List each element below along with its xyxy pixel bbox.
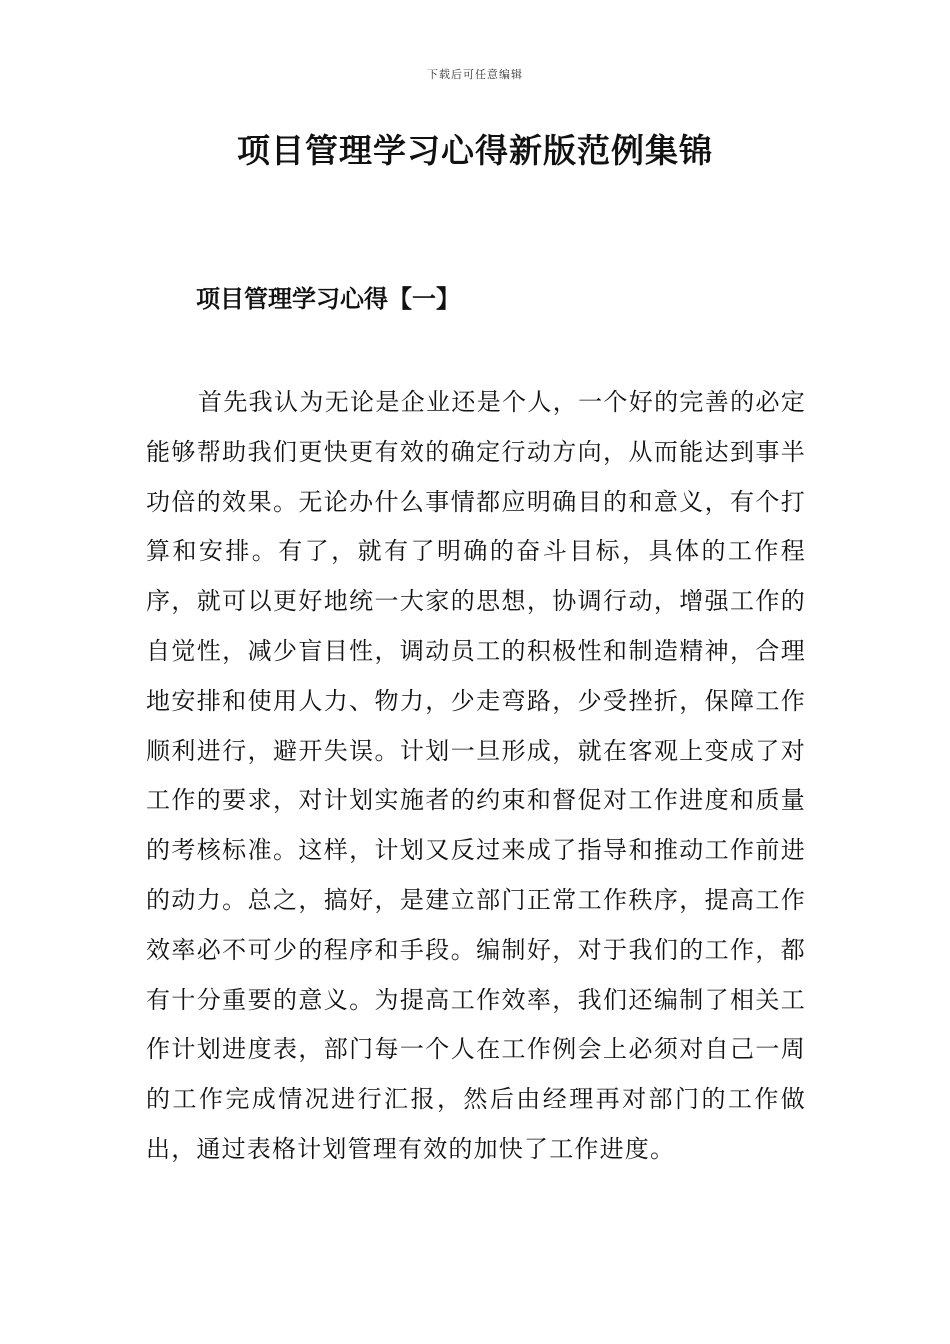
document-title: 项目管理学习心得新版范例集锦: [237, 131, 713, 170]
body-paragraph: 首先我认为无论是企业还是个人，一个好的完善的必定能够帮助我们更快更有效的确定行动方向，从而能达到事半功倍的效果。无论办什么事情都应明确目的和意义，有个打算和安排。有了，就有了明确的奋斗目标，具体的工作程序，就可以更好地统一大家的思想，协调行动，增强工作的自觉性，减少盲目性，调动员工的积极性和制造精神，合理地安排和使用人力、物力，少走弯路，少受挫折，保障工作顺利进行，避开失误。计划一旦形成，就在客观上变成了对工作的要求，对计划实施者的约束和督促对工作进度和质量的考核标准。这样，计划又反过来成了指导和推动工作前进的动力。总之，搞好，是建立部门正常工作秩序，提高工作效率必不可少的程序和手段。编制好，对于我们的工作，都有十分重要的意义。为提高工作效率，我们还编制了相关工作计划进度表，部门每一个人在工作例会上必须对自己一周的工作完成情况进行汇报，然后由经理再对部门的工作做出，通过表格计划管理有效的加快了工作进度。: [146, 388, 806, 1163]
section-heading: 项目管理学习心得【一】: [196, 284, 460, 313]
header-note: 下载后可任意编辑: [427, 68, 523, 81]
